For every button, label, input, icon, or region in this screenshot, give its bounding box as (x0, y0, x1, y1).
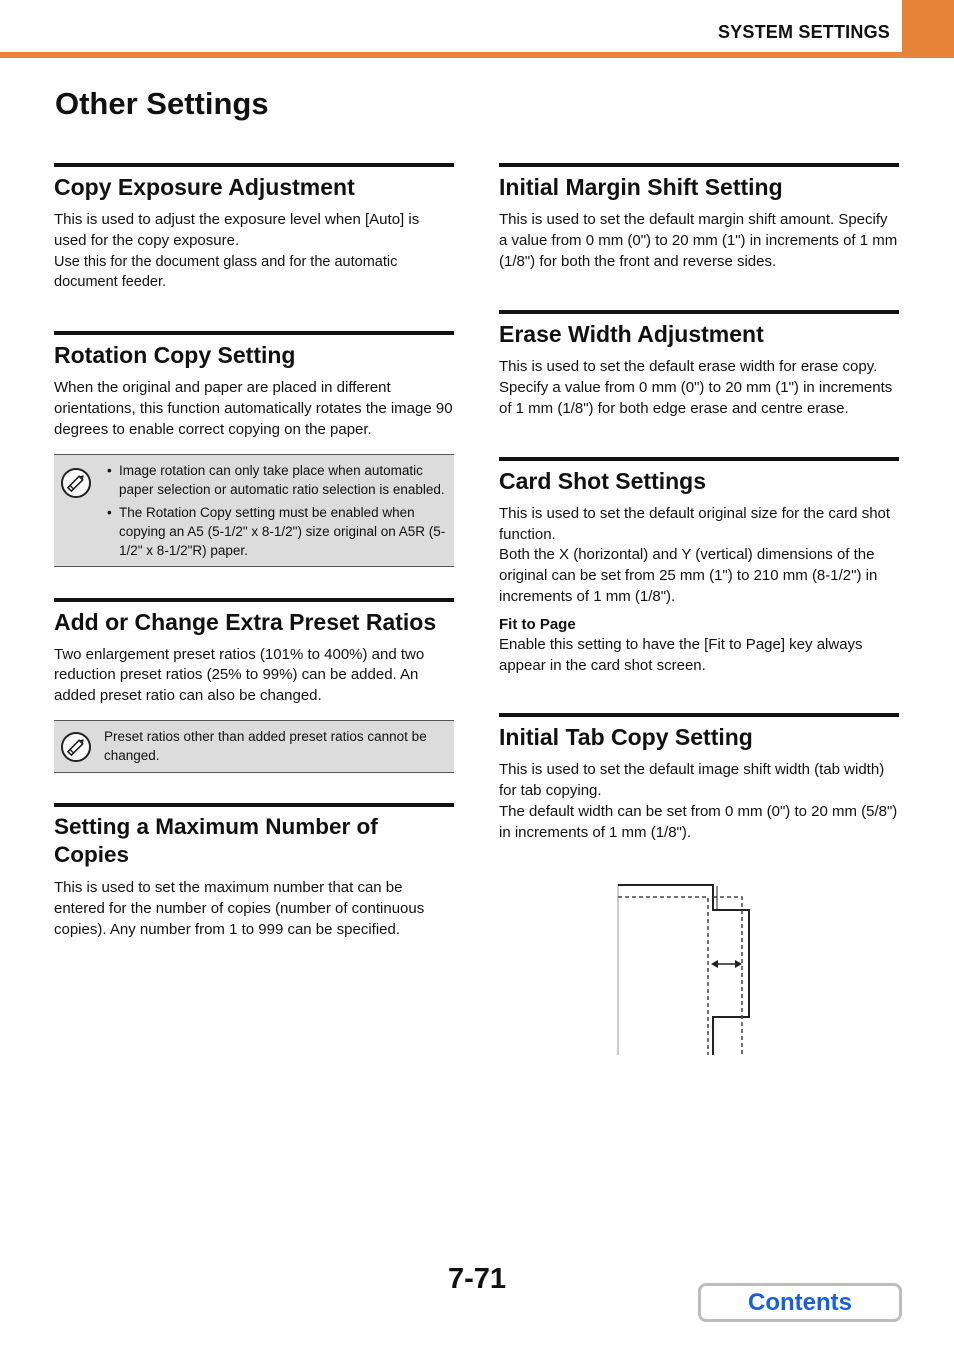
section-text: The default width can be set from 0 mm (0") to 20 mm (5/8") in increments of 1 mm (1/8"). (499, 802, 898, 841)
section-text: Two enlargement preset ratios (101% to 400%) and two reduction preset ratios (25% to 99%) can be added. An added preset ratio can also be changed. (54, 645, 425, 705)
page-title: Other Settings (55, 86, 269, 121)
section-text: Use this for the document glass and for the automatic document feeder. (54, 253, 398, 291)
section-erase-width (499, 310, 899, 419)
section-title: Erase Width Adjustment (499, 321, 764, 348)
contents-button[interactable]: Contents (698, 1283, 902, 1322)
right-column (499, 163, 899, 844)
section-title: Card Shot Settings (499, 467, 707, 494)
section-label: SYSTEM SETTINGS (717, 22, 890, 42)
section-title: Copy Exposure Adjustment (54, 174, 355, 200)
section-title: Setting a Maximum Number of Copies (54, 813, 378, 867)
page-number: 7-71 (448, 1263, 507, 1295)
section-copy-exposure (54, 163, 454, 293)
section-text: This is used to set the maximum number that can be entered for the number of copies (number of continuous copies). Any number from 1 to 999 can be specified. (54, 878, 425, 938)
note-box (54, 454, 454, 567)
section-text: This is used to set the default original size for the card shot function. (499, 504, 891, 543)
section-text: Both the X (horizontal) and Y (vertical) dimensions of the original can be set from 25 mm (1") to 210 mm (8-1/2") in increments of 1 mm (1/8"). (499, 546, 878, 605)
section-tab-copy (499, 713, 899, 843)
header-rule (0, 52, 954, 58)
section-text: This is used to set the default image shift width (tab width) for tab copying. (499, 761, 885, 800)
section-text: This is used to set the default margin shift amount. Specify a value from 0 mm (0") to 20 mm (1") in increments of 1 mm (1/8") for both the front and reverse sides. (499, 211, 898, 270)
note-text: Preset ratios other than added preset ratios cannot be changed. (104, 728, 427, 763)
section-title: Rotation Copy Setting (54, 342, 296, 369)
section-text: This is used to set the default erase width for erase copy. Specify a value from 0 mm (0") to 20 mm (1") in increments of 1 mm (1/8") for both edge erase and centre erase. (499, 358, 893, 417)
header-tab (902, 0, 954, 58)
section-title: Initial Margin Shift Setting (499, 174, 783, 200)
note-box (54, 720, 454, 773)
note-list (104, 461, 450, 560)
section-rotation-copy (54, 331, 454, 566)
section-preset-ratios (54, 598, 454, 773)
left-column (54, 163, 454, 940)
list-item: • The Rotation Copy setting must be enabled when copying an A5 (5-1/2" x 8-1/2") size original on A5R (5-1/2" x 8-1/2"R) paper. (104, 503, 450, 560)
section-text: Enable this setting to have the [Fit to Page] key always appear in the card shot screen. (499, 635, 863, 674)
pencil-icon (60, 467, 92, 499)
section-title: Add or Change Extra Preset Ratios (54, 608, 437, 635)
tab-copy-diagram (617, 883, 757, 1055)
section-card-shot (499, 457, 899, 677)
section-margin-shift (499, 163, 899, 272)
top-bar (0, 0, 954, 58)
list-item: • Image rotation can only take place when automatic paper selection or automatic ratio selection is enabled. (104, 461, 450, 499)
subsection-title: Fit to Page (499, 615, 576, 633)
section-title: Initial Tab Copy Setting (499, 724, 753, 751)
section-text: This is used to adjust the exposure level when [Auto] is used for the copy exposure. (54, 211, 420, 249)
section-max-copies (54, 803, 454, 940)
section-text: When the original and paper are placed in different orientations, this function automatically rotates the image 90 degrees to enable correct copying on the paper. (54, 379, 453, 438)
pencil-icon (60, 731, 92, 763)
